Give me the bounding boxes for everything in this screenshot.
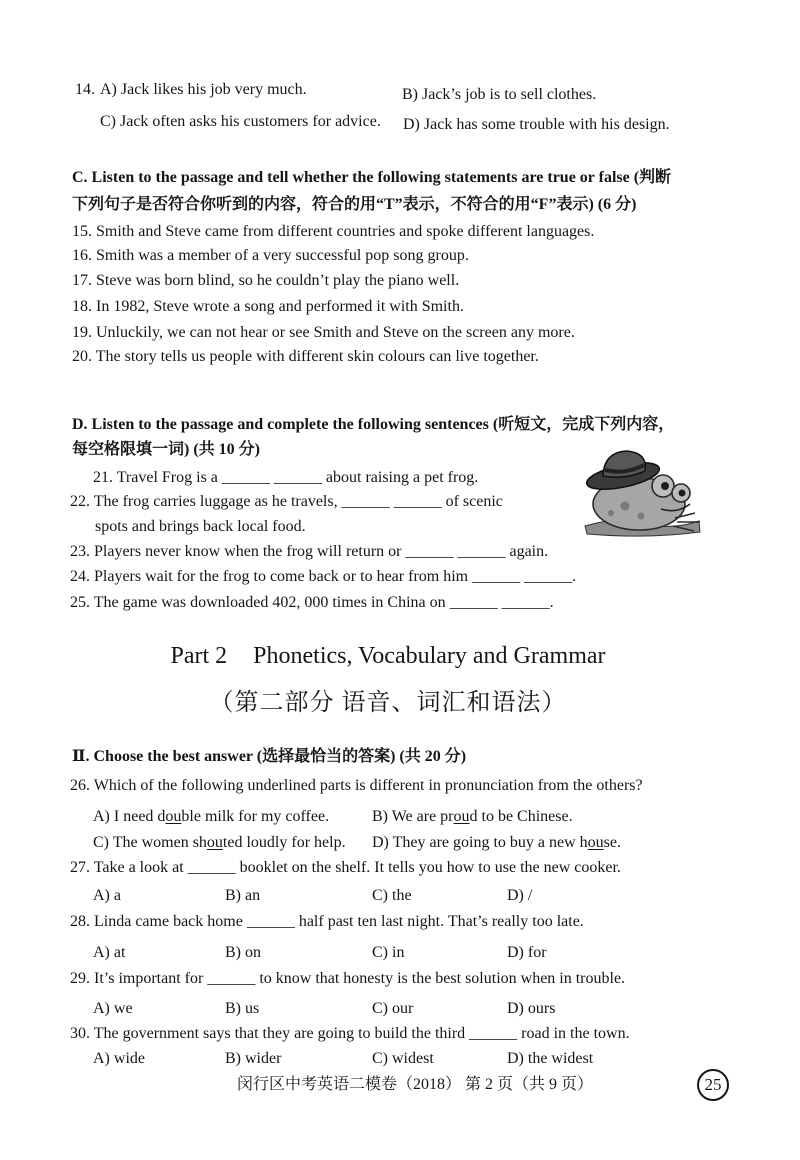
q14-option-a-text: A) Jack likes his job very much.	[100, 81, 307, 98]
part-2-name: Phonetics, Vocabulary and Grammar	[253, 643, 606, 669]
frog-with-hat-icon	[577, 446, 705, 538]
q26-option-d-after: se.	[603, 834, 621, 851]
section-d-heading-line2: 每空格限填一词) (共 10 分)	[72, 441, 260, 458]
sentence-25: 25. The game was downloaded 402, 000 times in China on ______ ______.	[70, 594, 554, 611]
q30-option-a: A) wide	[93, 1050, 145, 1067]
q26-option-c-underlined: ou	[206, 834, 223, 851]
part-2-title	[0, 641, 776, 671]
q28-option-b: B) on	[225, 944, 261, 961]
q29-option-c: C) our	[372, 1000, 414, 1017]
q26-option-b	[372, 807, 573, 827]
q26-option-b-after: d to be Chinese.	[469, 808, 573, 825]
q27-option-c: C) the	[372, 887, 412, 904]
q26-option-c-after: ted loudly for help.	[222, 834, 346, 851]
q26-option-d	[372, 833, 621, 853]
statement-16: 16. Smith was a member of a very successful pop song group.	[72, 247, 469, 264]
q26-option-a-underlined: ou	[165, 808, 182, 825]
statement-20: 20. The story tells us people with different skin colours can live together.	[72, 348, 539, 365]
q14-number: 14.	[75, 81, 95, 98]
q27-option-d: D) /	[507, 887, 533, 904]
q26-option-a-before: A) I need d	[93, 808, 166, 825]
page-number-badge: 25	[697, 1069, 729, 1101]
question-27-stem: 27. Take a look at ______ booklet on the shelf. It tells you how to use the new cooker.	[70, 859, 621, 876]
question-30-stem: 30. The government says that they are going to build the third ______ road in the town.	[70, 1025, 630, 1042]
q26-option-d-before: D) They are going to buy a new h	[372, 834, 588, 851]
q26-option-b-underlined: ou	[453, 808, 470, 825]
q29-option-d: D) ours	[507, 1000, 556, 1017]
sentence-23: 23. Players never know when the frog will return or ______ ______ again.	[70, 543, 549, 560]
section-d-heading-line1: D. Listen to the passage and complete the following sentences (听短文，完成下列内容，	[72, 416, 675, 433]
q30-option-d: D) the widest	[507, 1050, 594, 1067]
q29-option-a: A) we	[93, 1000, 133, 1017]
question-29-stem: 29. It’s important for ______ to know that honesty is the best solution when in trouble.	[70, 970, 626, 987]
section-c-heading-line1: C. Listen to the passage and tell whether the following statements are true or false (判断	[72, 169, 672, 186]
q14-option-b: B) Jack’s job is to sell clothes.	[402, 86, 597, 103]
sentence-22: 22. The frog carries luggage as he travels, ______ ______ of scenic	[70, 493, 503, 510]
statement-18: 18. In 1982, Steve wrote a song and performed it with Smith.	[72, 298, 464, 315]
q26-option-c	[93, 833, 346, 853]
q29-option-b: B) us	[225, 1000, 260, 1017]
q26-option-a-after: ble milk for my coffee.	[181, 808, 330, 825]
q26-option-d-underlined: ou	[587, 834, 604, 851]
statement-17: 17. Steve was born blind, so he couldn’t play the piano well.	[72, 272, 460, 289]
sentence-21: 21. Travel Frog is a ______ ______ about raising a pet frog.	[93, 469, 479, 486]
q26-option-c-before: C) The women sh	[93, 834, 207, 851]
statement-19: 19. Unluckily, we can not hear or see Smith and Steve on the screen any more.	[72, 324, 575, 341]
sentence-22-continued: spots and brings back local food.	[95, 518, 306, 535]
q14-option-d: D) Jack has some trouble with his design.	[403, 116, 670, 133]
q14-option-c: C) Jack often asks his customers for advice.	[100, 113, 381, 130]
sentence-24: 24. Players wait for the frog to come back or to hear from him ______ ______.	[70, 568, 577, 585]
q30-option-b: B) wider	[225, 1050, 282, 1067]
q14-option-a	[75, 80, 307, 100]
q26-option-a	[93, 807, 329, 827]
question-26-stem: 26. Which of the following underlined parts is different in pronunciation from the others?	[70, 777, 643, 794]
question-28-stem: 28. Linda came back home ______ half past ten last night. That’s really too late.	[70, 913, 584, 930]
q27-option-a: A) a	[93, 887, 121, 904]
section-2-heading: Ⅱ. Choose the best answer (选择最恰当的答案) (共 20 分)	[72, 748, 467, 765]
q30-option-c: C) widest	[372, 1050, 434, 1067]
part-2-subtitle: （第二部分 语音、词汇和语法）	[209, 690, 567, 716]
q26-option-b-before: B) We are pr	[372, 808, 454, 825]
section-c-heading-line2: 下列句子是否符合你听到的内容，符合的用“T”表示，不符合的用“F”表示) (6 分)	[72, 196, 637, 213]
page-footer: 闵行区中考英语二模卷（2018） 第 2 页（共 9 页）	[236, 1076, 593, 1093]
statement-15: 15. Smith and Steve came from different countries and spoke different languages.	[72, 223, 595, 240]
q28-option-a: A) at	[93, 944, 126, 961]
part-2-label: Part 2	[170, 643, 228, 669]
q27-option-b: B) an	[225, 887, 261, 904]
q28-option-d: D) for	[507, 944, 547, 961]
q28-option-c: C) in	[372, 944, 405, 961]
